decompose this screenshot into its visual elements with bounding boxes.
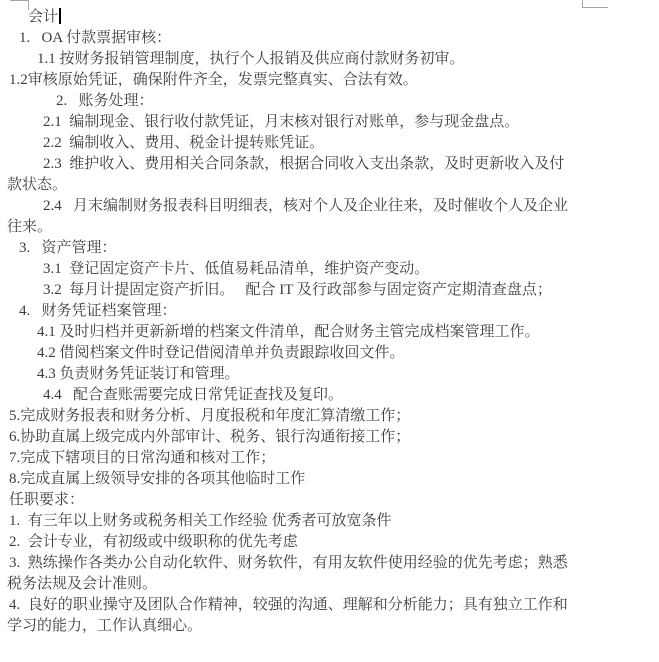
line-text: 3. 熟练操作各类办公自动化软件、财务软件，有用友软件使用经验的优先考虑；熟悉: [9, 555, 568, 571]
document-line[interactable]: [0, 553, 659, 574]
line-text: 4.4 配合查账需要完成日常凭证查找及复印。: [43, 387, 344, 403]
document-line[interactable]: [0, 343, 659, 364]
line-text: 8.完成直属上级领导安排的各项其他临时工作: [9, 471, 306, 487]
document-line[interactable]: [0, 322, 659, 343]
document-line[interactable]: [0, 448, 659, 469]
text-cursor: [59, 8, 61, 24]
document-line[interactable]: [0, 28, 659, 49]
document-line[interactable]: [0, 574, 659, 595]
document-line[interactable]: [0, 91, 659, 112]
line-text: 2.2 编制收入、费用、税金计提转账凭证。: [43, 135, 325, 151]
document-line[interactable]: [0, 112, 659, 133]
requirements-heading-line[interactable]: [0, 490, 659, 511]
document-line[interactable]: [0, 49, 659, 70]
line-text: 税务法规及会计准则。: [7, 576, 158, 592]
document-line[interactable]: [0, 469, 659, 490]
line-text: 2.1 编制现金、银行收付款凭证，月末核对银行对账单，参与现金盘点。: [43, 114, 520, 130]
document-line[interactable]: [0, 301, 659, 322]
document-line[interactable]: [0, 280, 659, 301]
document-line[interactable]: [0, 70, 659, 91]
line-text: 5.完成财务报表和财务分析、月度报税和年度汇算清缴工作；: [9, 408, 411, 424]
document-line[interactable]: [0, 532, 659, 553]
line-text: 4.1 及时归档并更新新增的档案文件清单，配合财务主管完成档案管理工作。: [37, 324, 540, 340]
line-text: 往来。: [7, 219, 53, 235]
document-line[interactable]: [0, 511, 659, 532]
line-text: 2. 会计专业，有初级或中级职称的优先考虑: [9, 534, 298, 550]
line-text: 3.1 登记固定资产卡片、低值易耗品清单，维护资产变动。: [43, 261, 430, 277]
document-line[interactable]: [0, 427, 659, 448]
line-text: 4. 财务凭证档案管理：: [19, 303, 177, 319]
line-text: 2. 账务处理：: [56, 93, 154, 109]
document-line[interactable]: [0, 154, 659, 175]
line-text: 3. 资产管理：: [19, 240, 117, 256]
document-text-area[interactable]: [0, 7, 659, 637]
document-line[interactable]: [0, 385, 659, 406]
line-text: 学习的能力，工作认真细心。: [7, 618, 203, 634]
document-line[interactable]: [0, 175, 659, 196]
job-title-line[interactable]: [0, 7, 659, 28]
line-text: 6.协助直属上级完成内外部审计、税务、银行沟通衔接工作；: [9, 429, 411, 445]
document-line[interactable]: [0, 364, 659, 385]
line-text: 4. 良好的职业操守及团队合作精神，较强的沟通、理解和分析能力；具有独立工作和: [9, 597, 568, 613]
line-text: 2.4 月末编制财务报表科目明细表，核对个人及企业往来，及时催收个人及企业: [43, 198, 569, 214]
document-line[interactable]: [0, 595, 659, 616]
line-text: 4.3 负责财务凭证装订和管理。: [37, 366, 240, 382]
line-text: 3.2 每月计提固定资产折旧。 配合 IT 及行政部参与固定资产定期清查盘点；: [43, 282, 552, 298]
line-text: 1. 有三年以上财务或税务相关工作经验 优秀者可放宽条件: [9, 513, 392, 529]
document-line[interactable]: [0, 217, 659, 238]
line-text: 7.完成下辖项目的日常沟通和核对工作；: [9, 450, 276, 466]
line-text: 会计: [28, 9, 59, 25]
line-text: 1.1 按财务报销管理制度，执行个人报销及供应商付款财务初审。: [37, 51, 465, 67]
document-line[interactable]: [0, 133, 659, 154]
line-text: 2.3 维护收入、费用相关合同条款，根据合同收入支出条款，及时更新收入及付: [43, 156, 565, 172]
document-line[interactable]: [0, 238, 659, 259]
line-text: 1. OA 付款票据审核：: [19, 30, 172, 46]
line-text: 任职要求：: [9, 492, 85, 508]
line-text: 1.2审核原始凭证，确保附件齐全，发票完整真实、合法有效。: [9, 72, 418, 88]
line-text: 4.2 借阅档案文件时登记借阅清单并负责跟踪收回文件。: [37, 345, 405, 361]
line-text: 款状态。: [7, 177, 68, 193]
document-line[interactable]: [0, 616, 659, 637]
document-line[interactable]: [0, 196, 659, 217]
document-line[interactable]: [0, 259, 659, 280]
document-line[interactable]: [0, 406, 659, 427]
